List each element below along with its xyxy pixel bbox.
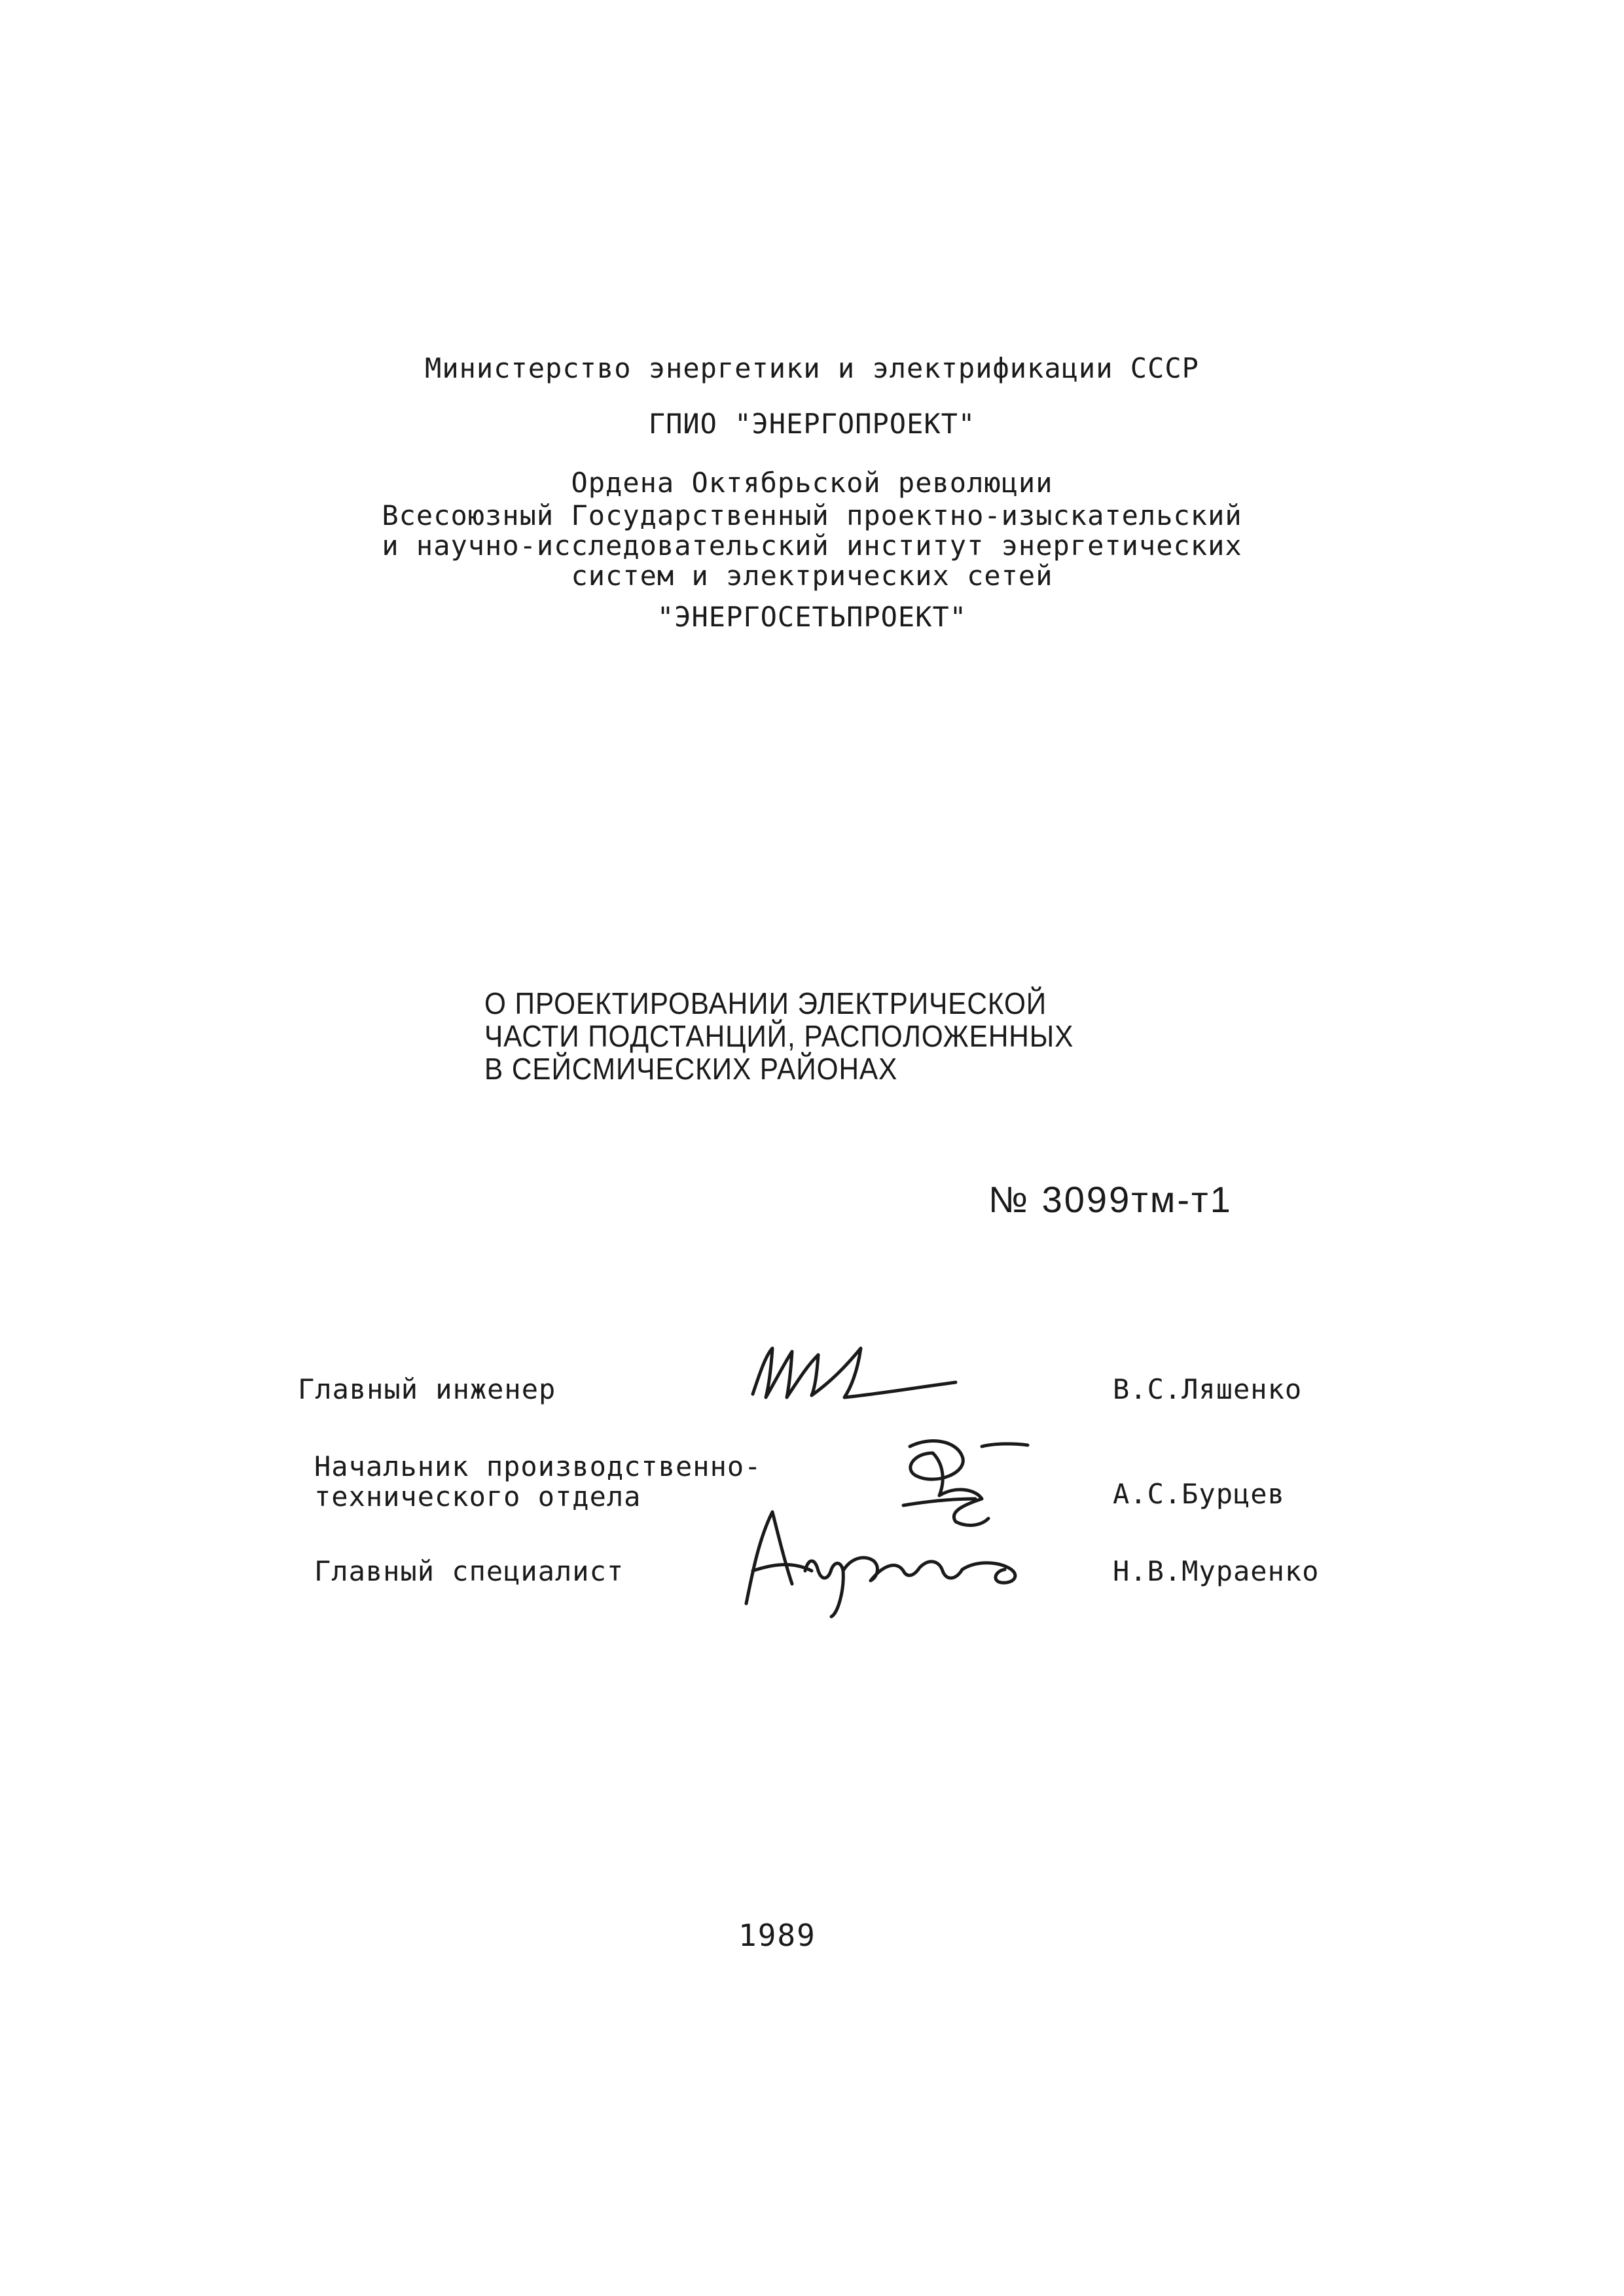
order-line: Ордена Октябрьской революции [571,467,1053,499]
document-number: № 3099тм-т1 [988,1179,1233,1220]
institute-name: "ЭНЕРГОСЕТЬПРОЕКТ" [657,601,967,633]
ministry-line: Министерство энергетики и электрификации СССР [425,352,1199,384]
publication-year: 1989 [738,1918,816,1953]
signature-chief-specialist [733,1499,1041,1617]
position-chief-engineer: Главный инженер [298,1373,556,1405]
position-department-head-line-2: технического отдела [314,1480,641,1513]
position-chief-specialist: Главный специалист [314,1555,624,1587]
position-department-head-line-1: Начальник производственно- [314,1450,762,1482]
organization-name: ГПИО "ЭНЕРГОПРОЕКТ" [648,408,976,440]
institute-line-2: и научно-исследовательский институт энергетических [382,529,1242,562]
name-chief-specialist: Н.В.Мураенко [1113,1555,1320,1587]
document-title-line-3: В СЕЙСМИЧЕСКИХ РАЙОНАХ [484,1052,898,1086]
document-title-line-1: О ПРОЕКТИРОВАНИИ ЭЛЕКТРИЧЕСКОЙ [484,986,1047,1020]
name-chief-engineer: В.С.Ляшенко [1113,1373,1303,1405]
institute-line-3: систем и электрических сетей [571,560,1053,592]
institute-line-1: Всесоюзный Государственный проектно-изыскательский [382,499,1242,531]
signature-chief-engineer [746,1335,962,1414]
name-department-head: А.С.Бурцев [1113,1478,1285,1510]
document-title-line-2: ЧАСТИ ПОДСТАНЦИЙ, РАСПОЛОЖЕННЫХ [484,1019,1074,1053]
